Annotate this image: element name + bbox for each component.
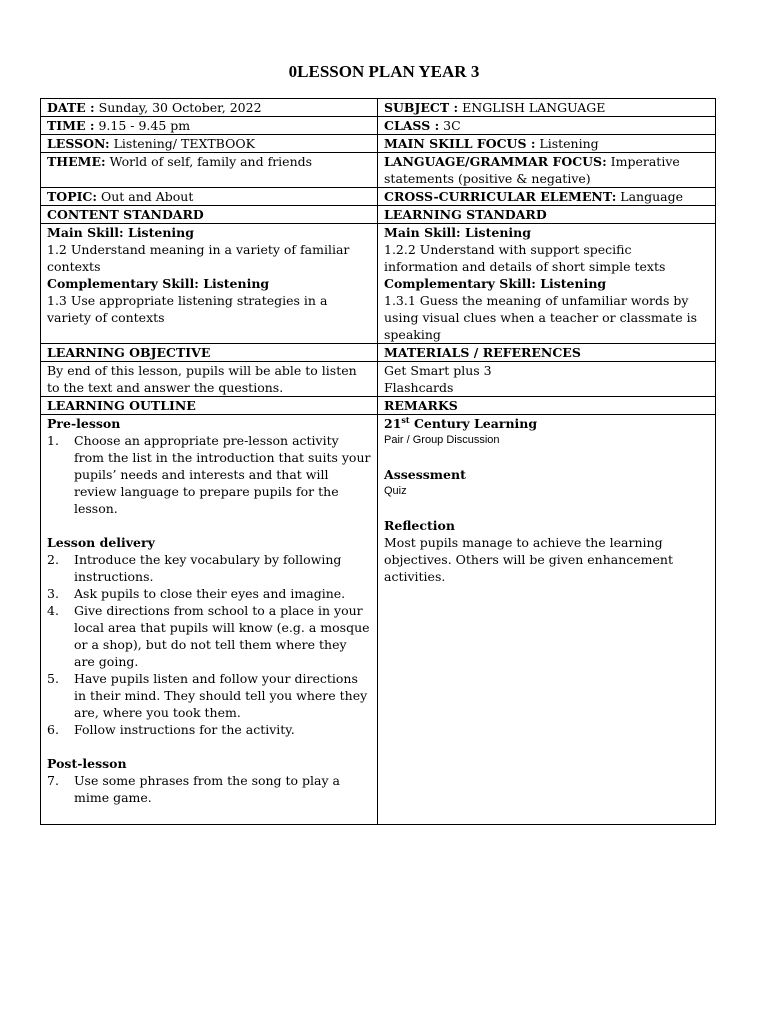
table-row — [41, 415, 716, 825]
content-standard-header: CONTENT STANDARD — [41, 206, 378, 224]
learning-objective-header: LEARNING OBJECTIVE — [41, 344, 378, 362]
learning-outline-cell — [41, 415, 378, 825]
table-row — [41, 153, 716, 188]
theme-label: THEME: — [47, 154, 106, 169]
material-item: Flashcards — [384, 380, 454, 395]
main-skill-label: Main Skill: Listening — [384, 225, 531, 240]
lesson-label: LESSON: — [47, 136, 110, 151]
time-cell — [41, 117, 378, 135]
language-focus-cell — [378, 153, 716, 188]
materials-cell — [378, 362, 716, 397]
century-label-text: Century Learning — [409, 416, 538, 431]
theme-value: World of self, family and friends — [105, 154, 313, 169]
pre-lesson-label: Pre-lesson — [47, 416, 121, 431]
class-cell — [378, 117, 716, 135]
reflection-text: Most pupils manage to achieve the learning objectives. Others will be given enhancement activities. — [384, 535, 673, 584]
learning-standard-cell — [378, 224, 716, 344]
list-item — [47, 602, 371, 670]
time-value: 9.15 - 9.45 pm — [94, 118, 191, 133]
learning-outline-header: LEARNING OUTLINE — [41, 397, 378, 415]
language-focus-value: Imperative statements (positive & negative) — [384, 154, 680, 186]
table-row — [41, 135, 716, 153]
table-row — [41, 397, 716, 415]
date-cell — [41, 99, 378, 117]
table-row — [41, 344, 716, 362]
pre-lesson-steps — [47, 432, 371, 517]
table-row — [41, 206, 716, 224]
lesson-value: Listening/ TEXTBOOK — [109, 136, 255, 151]
assessment-text: Quiz — [384, 485, 407, 497]
cross-curricular-value: Language — [616, 189, 683, 204]
learning-objective-text: By end of this lesson, pupils will be able to listen to the text and answer the questions. — [41, 362, 378, 397]
content-standard-cell — [41, 224, 378, 344]
subject-label: SUBJECT : — [384, 100, 459, 115]
main-skill-label: Main Skill: Listening — [47, 225, 194, 240]
century-suffix: st — [401, 414, 410, 425]
step-text: Choose an appropriate pre-lesson activity from the list in the introduction that suits your pupils’ needs and interests and that will review language to prepare pupils for the lesson. — [74, 433, 371, 516]
post-lesson-label: Post-lesson — [47, 756, 127, 771]
subject-cell — [378, 99, 716, 117]
complementary-skill-text: 1.3 Use appropriate listening strategies in a variety of contexts — [47, 293, 328, 325]
step-number: 7. — [47, 773, 59, 788]
materials-header: MATERIALS / REFERENCES — [378, 344, 716, 362]
step-text: Follow instructions for the activity. — [74, 722, 295, 737]
cross-curricular-cell — [378, 188, 716, 206]
main-skill-focus-value: Listening — [535, 136, 599, 151]
step-text: Ask pupils to close their eyes and imagine. — [74, 586, 346, 601]
century-number: 21 — [384, 416, 402, 431]
century-learning-label — [384, 415, 709, 432]
topic-value: Out and About — [97, 189, 194, 204]
class-label: CLASS : — [384, 118, 440, 133]
topic-cell — [41, 188, 378, 206]
table-row — [41, 188, 716, 206]
table-row — [41, 117, 716, 135]
list-item — [47, 721, 371, 738]
complementary-skill-text: 1.3.1 Guess the meaning of unfamiliar words by using visual clues when a teacher or classmate is speaking — [384, 293, 698, 342]
assessment-label: Assessment — [384, 467, 466, 482]
learning-standard-header: LEARNING STANDARD — [378, 206, 716, 224]
time-label: TIME : — [47, 118, 95, 133]
step-text: Use some phrases from the song to play a mime game. — [74, 773, 340, 805]
step-text: Give directions from school to a place in your local area that pupils will know (e.g. a mosque or a shop), but do not tell them where they are going. — [74, 603, 370, 669]
lesson-delivery-label: Lesson delivery — [47, 535, 155, 550]
remarks-header: REMARKS — [378, 397, 716, 415]
list-item — [47, 432, 371, 517]
page-title: 0LESSON PLAN YEAR 3 — [288, 62, 480, 81]
complementary-skill-label: Complementary Skill: Listening — [384, 276, 607, 291]
reflection-label: Reflection — [384, 518, 455, 533]
step-text: Introduce the key vocabulary by following instructions. — [74, 552, 342, 584]
class-value: 3C — [439, 118, 461, 133]
main-skill-text: 1.2.2 Understand with support specific information and details of short simple texts — [384, 242, 666, 274]
step-number: 3. — [47, 586, 59, 601]
complementary-skill-label: Complementary Skill: Listening — [47, 276, 270, 291]
topic-label: TOPIC: — [47, 189, 97, 204]
table-row — [41, 362, 716, 397]
lesson-plan-table — [40, 98, 716, 825]
century-learning-text: Pair / Group Discussion — [384, 434, 500, 446]
material-item: Get Smart plus 3 — [384, 363, 492, 378]
step-number: 6. — [47, 722, 59, 737]
list-item — [47, 670, 371, 721]
step-number: 4. — [47, 603, 59, 618]
date-value: Sunday, 30 October, 2022 — [94, 100, 262, 115]
lesson-delivery-steps — [47, 551, 371, 738]
main-skill-text: 1.2 Understand meaning in a variety of familiar contexts — [47, 242, 350, 274]
remarks-cell — [378, 415, 716, 825]
theme-cell — [41, 153, 378, 188]
subject-value: ENGLISH LANGUAGE — [458, 100, 606, 115]
main-skill-focus-cell — [378, 135, 716, 153]
step-number: 1. — [47, 433, 59, 448]
list-item — [47, 585, 371, 602]
step-number: 2. — [47, 552, 59, 567]
cross-curricular-label: CROSS-CURRICULAR ELEMENT: — [384, 189, 617, 204]
step-number: 5. — [47, 671, 59, 686]
table-row — [41, 99, 716, 117]
post-lesson-steps — [47, 772, 371, 806]
main-skill-focus-label: MAIN SKILL FOCUS : — [384, 136, 536, 151]
list-item — [47, 772, 371, 806]
list-item — [47, 551, 371, 585]
lesson-cell — [41, 135, 378, 153]
date-label: DATE : — [47, 100, 95, 115]
step-text: Have pupils listen and follow your directions in their mind. They should tell you where they are, where you took them. — [74, 671, 368, 720]
language-focus-label: LANGUAGE/GRAMMAR FOCUS: — [384, 154, 607, 169]
table-row — [41, 224, 716, 344]
